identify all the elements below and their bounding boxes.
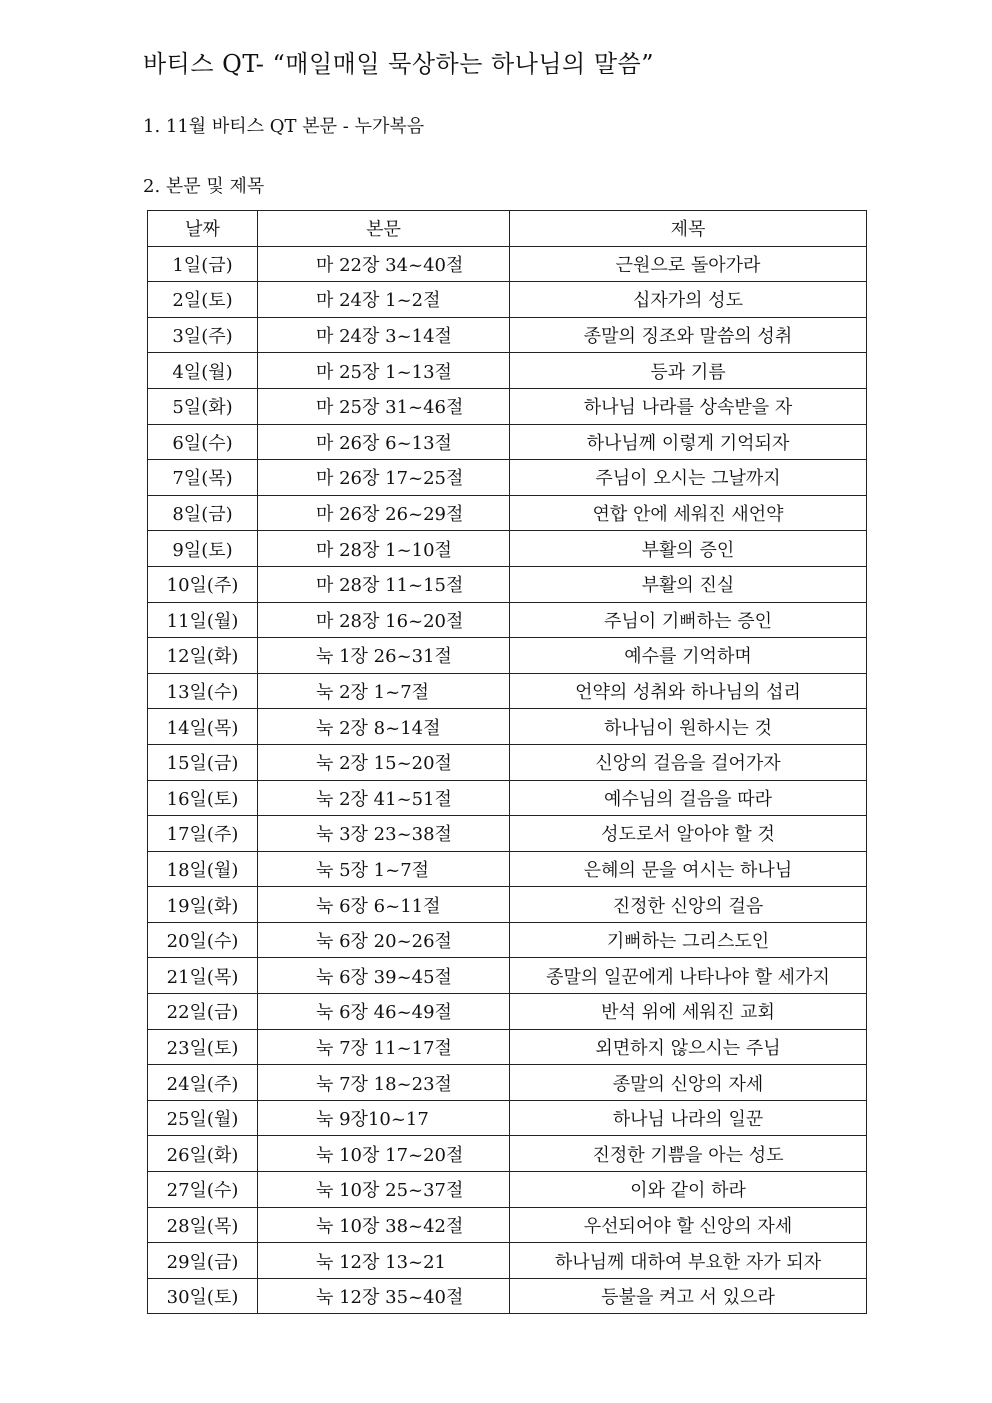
table-row	[148, 1065, 867, 1101]
cell-title: 하나님이 원하시는 것	[510, 709, 867, 745]
table-row	[148, 424, 867, 460]
cell-passage: 눅 12장 13~21	[258, 1243, 510, 1279]
cell-passage: 마 26장 17~25절	[258, 460, 510, 496]
cell-title: 연합 안에 세워진 새언약	[510, 495, 867, 531]
cell-title: 종말의 신앙의 자세	[510, 1065, 867, 1101]
cell-title: 기뻐하는 그리스도인	[510, 922, 867, 958]
cell-title: 성도로서 알아야 할 것	[510, 816, 867, 852]
cell-date: 8일(금)	[148, 495, 258, 531]
cell-passage: 마 24장 1~2절	[258, 282, 510, 318]
cell-passage: 눅 2장 41~51절	[258, 780, 510, 816]
cell-title: 예수님의 걸음을 따라	[510, 780, 867, 816]
cell-title: 하나님께 이렇게 기억되자	[510, 424, 867, 460]
cell-date: 28일(목)	[148, 1207, 258, 1243]
cell-passage: 눅 7장 18~23절	[258, 1065, 510, 1101]
table-row	[148, 1243, 867, 1279]
cell-passage: 눅 10장 25~37절	[258, 1172, 510, 1208]
cell-title: 예수를 기억하며	[510, 638, 867, 674]
cell-date: 10일(주)	[148, 566, 258, 602]
cell-title: 은혜의 문을 여시는 하나님	[510, 851, 867, 887]
cell-title: 등불을 켜고 서 있으라	[510, 1278, 867, 1314]
cell-passage: 눅 9장10~17	[258, 1100, 510, 1136]
table-row	[148, 1278, 867, 1314]
cell-date: 11일(월)	[148, 602, 258, 638]
cell-date: 19일(화)	[148, 887, 258, 923]
cell-title: 십자가의 성도	[510, 282, 867, 318]
cell-date: 27일(수)	[148, 1172, 258, 1208]
table-row	[148, 1029, 867, 1065]
table-row	[148, 246, 867, 282]
table-row	[148, 566, 867, 602]
section-heading-1: 1. 11월 바티스 QT 본문 - 누가복음	[143, 116, 425, 137]
cell-title: 종말의 일꾼에게 나타나야 할 세가지	[510, 958, 867, 994]
cell-date: 5일(화)	[148, 388, 258, 424]
cell-title: 진정한 신앙의 걸음	[510, 887, 867, 923]
cell-passage: 눅 6장 6~11절	[258, 887, 510, 923]
cell-title: 주님이 기뻐하는 증인	[510, 602, 867, 638]
cell-title: 등과 기름	[510, 353, 867, 389]
header-passage: 본문	[258, 211, 510, 247]
table-body	[148, 246, 867, 1314]
cell-title: 근원으로 돌아가라	[510, 246, 867, 282]
cell-passage: 마 25장 31~46절	[258, 388, 510, 424]
cell-date: 4일(월)	[148, 353, 258, 389]
cell-passage: 마 26장 6~13절	[258, 424, 510, 460]
cell-date: 17일(주)	[148, 816, 258, 852]
cell-passage: 마 28장 1~10절	[258, 531, 510, 567]
cell-passage: 마 24장 3~14절	[258, 317, 510, 353]
cell-passage: 눅 10장 17~20절	[258, 1136, 510, 1172]
table-row	[148, 744, 867, 780]
table-row	[148, 353, 867, 389]
cell-passage: 눅 6장 39~45절	[258, 958, 510, 994]
table-row	[148, 780, 867, 816]
cell-date: 14일(목)	[148, 709, 258, 745]
section-heading-2: 2. 본문 및 제목	[143, 176, 265, 197]
cell-date: 23일(토)	[148, 1029, 258, 1065]
cell-date: 3일(주)	[148, 317, 258, 353]
cell-title: 진정한 기쁨을 아는 성도	[510, 1136, 867, 1172]
cell-title: 언약의 성취와 하나님의 섭리	[510, 673, 867, 709]
cell-passage: 눅 5장 1~7절	[258, 851, 510, 887]
cell-passage: 눅 10장 38~42절	[258, 1207, 510, 1243]
cell-passage: 눅 3장 23~38절	[258, 816, 510, 852]
cell-title: 이와 같이 하라	[510, 1172, 867, 1208]
cell-passage: 눅 6장 20~26절	[258, 922, 510, 958]
cell-title: 하나님 나라를 상속받을 자	[510, 388, 867, 424]
cell-date: 15일(금)	[148, 744, 258, 780]
table-row	[148, 673, 867, 709]
cell-title: 주님이 오시는 그날까지	[510, 460, 867, 496]
cell-passage: 마 26장 26~29절	[258, 495, 510, 531]
cell-date: 21일(목)	[148, 958, 258, 994]
table-row	[148, 1207, 867, 1243]
table-row	[148, 495, 867, 531]
cell-passage: 눅 1장 26~31절	[258, 638, 510, 674]
table-row	[148, 1172, 867, 1208]
cell-date: 2일(토)	[148, 282, 258, 318]
table-row	[148, 317, 867, 353]
cell-date: 29일(금)	[148, 1243, 258, 1279]
cell-title: 부활의 진실	[510, 566, 867, 602]
table-row	[148, 922, 867, 958]
cell-passage: 눅 12장 35~40절	[258, 1278, 510, 1314]
cell-passage: 눅 2장 8~14절	[258, 709, 510, 745]
cell-passage: 눅 2장 1~7절	[258, 673, 510, 709]
cell-date: 12일(화)	[148, 638, 258, 674]
cell-date: 24일(주)	[148, 1065, 258, 1101]
cell-date: 9일(토)	[148, 531, 258, 567]
qt-schedule-table	[147, 210, 867, 1314]
table-header-row	[148, 211, 867, 247]
header-title: 제목	[510, 211, 867, 247]
table-row	[148, 602, 867, 638]
cell-date: 25일(월)	[148, 1100, 258, 1136]
cell-title: 반석 위에 세워진 교회	[510, 994, 867, 1030]
cell-date: 22일(금)	[148, 994, 258, 1030]
cell-date: 13일(수)	[148, 673, 258, 709]
cell-date: 1일(금)	[148, 246, 258, 282]
cell-date: 30일(토)	[148, 1278, 258, 1314]
table-row	[148, 994, 867, 1030]
cell-title: 외면하지 않으시는 주님	[510, 1029, 867, 1065]
cell-title: 우선되어야 할 신앙의 자세	[510, 1207, 867, 1243]
table-row	[148, 1136, 867, 1172]
table-row	[148, 460, 867, 496]
page-title: 바티스 QT- “매일매일 묵상하는 하나님의 말씀”	[143, 50, 655, 78]
cell-passage: 마 25장 1~13절	[258, 353, 510, 389]
cell-title: 부활의 증인	[510, 531, 867, 567]
table-row	[148, 816, 867, 852]
cell-passage: 눅 2장 15~20절	[258, 744, 510, 780]
cell-date: 16일(토)	[148, 780, 258, 816]
table-row	[148, 638, 867, 674]
table-row	[148, 851, 867, 887]
cell-date: 6일(수)	[148, 424, 258, 460]
cell-passage: 마 28장 11~15절	[258, 566, 510, 602]
cell-date: 20일(수)	[148, 922, 258, 958]
cell-passage: 눅 6장 46~49절	[258, 994, 510, 1030]
header-date: 날짜	[148, 211, 258, 247]
cell-passage: 마 22장 34~40절	[258, 246, 510, 282]
table-row	[148, 709, 867, 745]
table-row	[148, 282, 867, 318]
table-row	[148, 958, 867, 994]
cell-title: 신앙의 걸음을 걸어가자	[510, 744, 867, 780]
table-row	[148, 1100, 867, 1136]
cell-date: 7일(목)	[148, 460, 258, 496]
cell-passage: 마 28장 16~20절	[258, 602, 510, 638]
cell-title: 하나님께 대하여 부요한 자가 되자	[510, 1243, 867, 1279]
cell-date: 26일(화)	[148, 1136, 258, 1172]
cell-title: 하나님 나라의 일꾼	[510, 1100, 867, 1136]
cell-title: 종말의 징조와 말씀의 성취	[510, 317, 867, 353]
table-row	[148, 388, 867, 424]
table-row	[148, 887, 867, 923]
cell-passage: 눅 7장 11~17절	[258, 1029, 510, 1065]
table-row	[148, 531, 867, 567]
cell-date: 18일(월)	[148, 851, 258, 887]
